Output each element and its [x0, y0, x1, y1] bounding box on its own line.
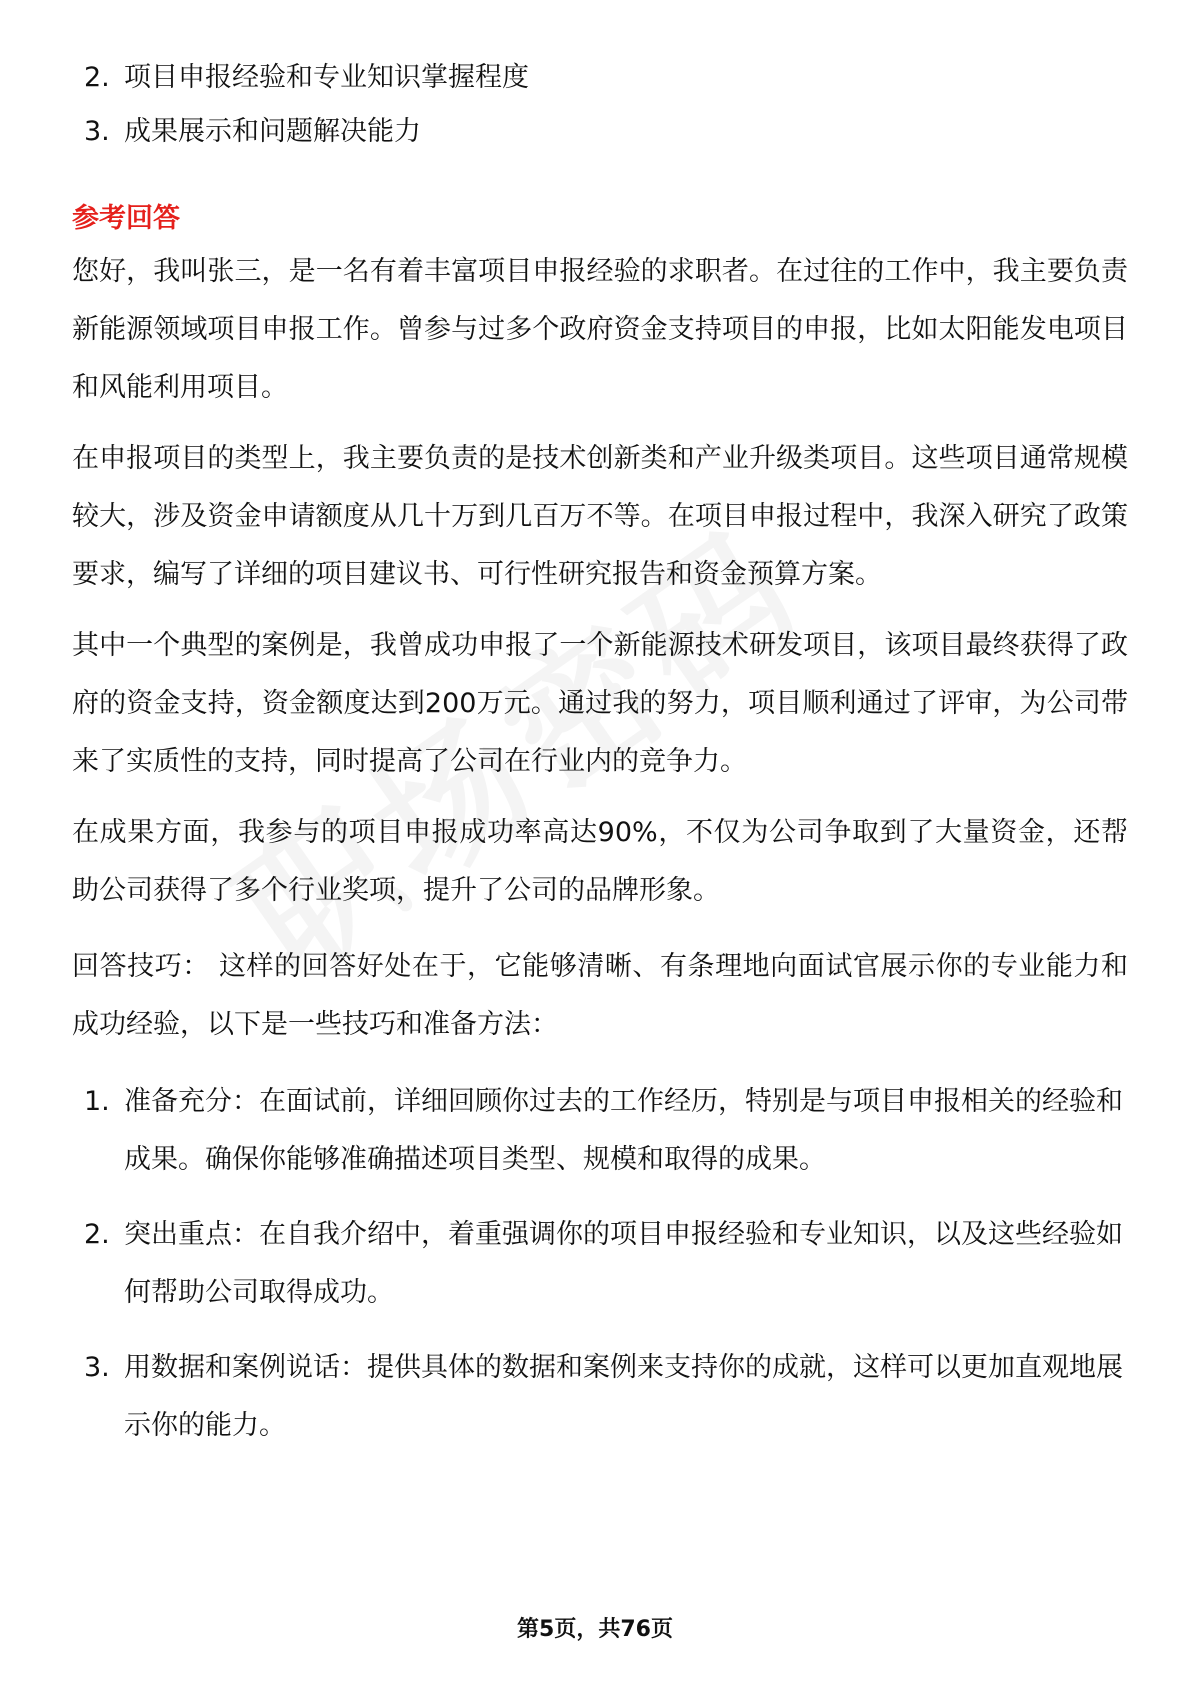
list-item: [84, 49, 1124, 107]
list-text: 突出重点：在自我介绍中，着重强调你的项目申报经验和专业知识，以及这些经验如何帮助公司取得成功。: [124, 1219, 1123, 1308]
paragraph: 您好，我叫张三，是一名有着丰富项目申报经验的求职者。在过往的工作中，我主要负责新能源领域项目申报工作。曾参与过多个政府资金支持项目的申报，比如太阳能发电项目和风能利用项目。: [72, 256, 1128, 403]
list-item: [84, 1073, 1124, 1189]
list-number: 2.: [84, 1219, 110, 1250]
list-text: 准备充分：在面试前，详细回顾你过去的工作经历，特别是与项目申报相关的经验和成果。确保你能够准确描述项目类型、规模和取得的成果。: [124, 1086, 1123, 1175]
list-text: 项目申报经验和专业知识掌握程度: [124, 62, 529, 93]
paragraph: 其中一个典型的案例是，我曾成功申报了一个新能源技术研发项目，该项目最终获得了政府的资金支持，资金额度达到200万元。通过我的努力，项目顺利通过了评审，为公司带来了实质性的支持，同时提高了公司在行业内的竞争力。: [72, 630, 1128, 777]
section-heading: 参考回答: [72, 203, 180, 234]
list-item: [84, 1206, 1124, 1322]
list-number: 3.: [84, 1352, 110, 1383]
page-footer: 第5页，共76页: [517, 1617, 673, 1642]
paragraph: 在成果方面，我参与的项目申报成功率高达90%，不仅为公司争取到了大量资金，还帮助公司获得了多个行业奖项，提升了公司的品牌形象。: [72, 817, 1128, 906]
list-text: 用数据和案例说话：提供具体的数据和案例来支持你的成就，这样可以更加直观地展示你的能力。: [124, 1352, 1123, 1441]
list-number: 3.: [84, 116, 110, 147]
list-number: 2.: [84, 62, 110, 93]
list-text: 成果展示和问题解决能力: [124, 116, 421, 147]
list-number: 1.: [84, 1086, 110, 1117]
paragraph: 回答技巧： 这样的回答好处在于，它能够清晰、有条理地向面试官展示你的专业能力和成功经验，以下是一些技巧和准备方法：: [72, 951, 1128, 1040]
list-item: [84, 103, 1124, 161]
paragraph: 在申报项目的类型上，我主要负责的是技术创新类和产业升级类项目。这些项目通常规模较大，涉及资金申请额度从几十万到几百万不等。在项目申报过程中，我深入研究了政策要求，编写了详细的项目建议书、可行性研究报告和资金预算方案。: [72, 443, 1128, 590]
list-item: [84, 1339, 1124, 1455]
